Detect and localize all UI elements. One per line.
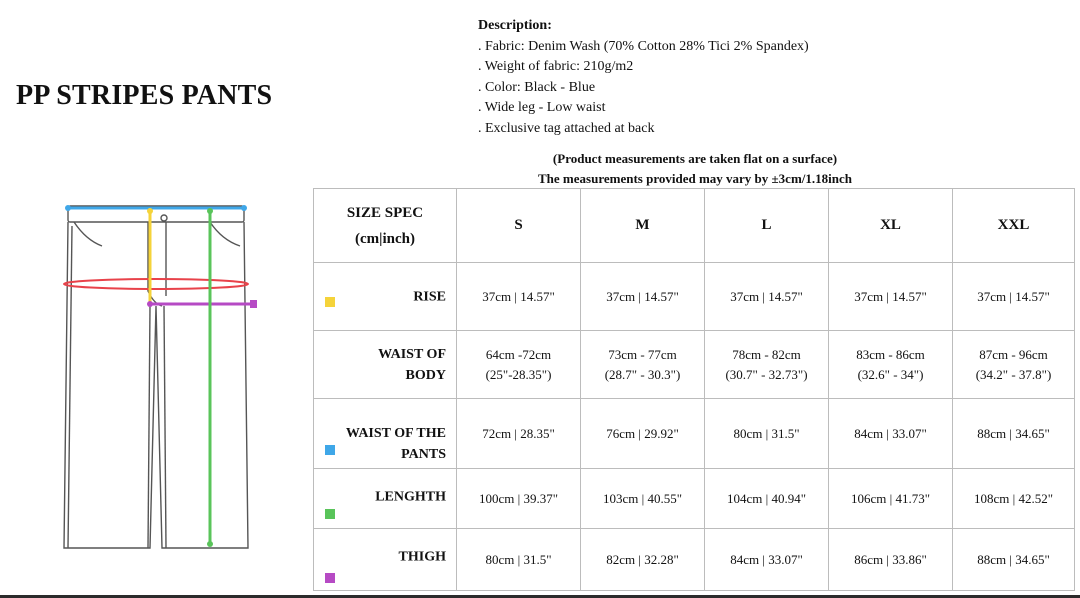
table-cell: 106cm | 41.73" — [850, 490, 931, 506]
table-row-waist-of-body — [314, 331, 1075, 399]
size-header-xxl: XXL — [953, 189, 1075, 263]
table-cell: 64cm -72cm — [485, 346, 552, 362]
table-cell: 103cm | 40.55" — [602, 490, 683, 506]
hip-marker — [64, 279, 248, 289]
length-marker-dot — [207, 208, 213, 214]
measurement-note — [470, 149, 920, 189]
size-header-xl: XL — [829, 189, 953, 263]
note-line-2: The measurements provided may vary by ±3cm/1.18inch — [538, 171, 852, 186]
pants-outline — [64, 206, 248, 548]
table-cell: 88cm | 34.65" — [977, 551, 1050, 567]
table-cell: 87cm - 96cm — [979, 346, 1048, 362]
thigh-color-swatch — [325, 573, 335, 583]
length-marker-dot — [207, 541, 213, 547]
length-color-swatch — [325, 509, 335, 519]
row-label-length — [314, 469, 457, 529]
table-cell: 100cm | 39.37" — [478, 490, 559, 506]
description-heading: Description: — [478, 18, 552, 33]
table-row-thigh — [314, 529, 1075, 591]
table-cell: (32.6" - 34") — [857, 366, 924, 382]
description-block — [478, 16, 809, 140]
row-label-text — [346, 423, 446, 465]
table-cell: 82cm | 32.28" — [606, 551, 679, 567]
waist-color-swatch — [325, 445, 335, 455]
size-header-m: M — [581, 189, 705, 263]
row-label-text: LENGHTH — [375, 489, 446, 505]
description-list — [478, 37, 809, 140]
row-label-waist-of-body — [314, 331, 457, 399]
table-cell: 80cm | 31.5" — [485, 551, 552, 567]
rise-color-swatch — [325, 297, 335, 307]
table-cell: 78cm - 82cm — [732, 346, 801, 362]
table-cell: 83cm - 86cm — [856, 346, 925, 362]
table-cell: (30.7" - 32.73") — [725, 366, 808, 382]
table-cell: 76cm | 29.92" — [606, 425, 679, 441]
description-item: . Exclusive tag attached at back — [478, 119, 809, 140]
product-title: PP STRIPES PANTS — [16, 80, 273, 111]
table-cell: 37cm | 14.57" — [482, 288, 555, 304]
table-row-waist-of-the-pants — [314, 399, 1075, 469]
row-label-text: THIGH — [398, 549, 446, 565]
row-label-waist-of-the-pants — [314, 399, 457, 469]
description-item: . Color: Black - Blue — [478, 78, 809, 99]
description-item: . Fabric: Denim Wash (70% Cotton 28% Tici 2% Spandex) — [478, 37, 809, 58]
row-label-thigh — [314, 529, 457, 591]
size-spec-title: SIZE SPEC — [346, 204, 424, 221]
description-item: . Weight of fabric: 210g/m2 — [478, 57, 809, 78]
rise-marker-dot — [147, 208, 153, 214]
table-row-rise — [314, 263, 1075, 331]
table-cell: 37cm | 14.57" — [854, 288, 927, 304]
table-cell: 104cm | 40.94" — [726, 490, 807, 506]
note-line-1: (Product measurements are taken flat on a surface) — [552, 151, 838, 166]
table-cell: 84cm | 33.07" — [730, 551, 803, 567]
table-cell: 88cm | 34.65" — [977, 425, 1050, 441]
row-label-line-1: WAIST OF THE — [345, 426, 446, 441]
description-item: . Wide leg - Low waist — [478, 98, 809, 119]
table-cell: (28.7" - 30.3") — [604, 366, 681, 382]
pants-measurement-diagram — [50, 196, 270, 556]
row-label-text — [378, 344, 446, 386]
table-row-length — [314, 469, 1075, 529]
row-label-line-1: WAIST OF — [378, 346, 446, 362]
row-label-rise — [314, 263, 457, 331]
table-cell: 73cm - 77cm — [608, 346, 677, 362]
table-cell: 37cm | 14.57" — [977, 288, 1050, 304]
table-cell: 86cm | 33.86" — [854, 551, 927, 567]
row-label-line-2: BODY — [405, 367, 446, 383]
size-spec-units: (cm|inch) — [355, 230, 415, 247]
size-header-s: S — [457, 189, 581, 263]
table-cell: 108cm | 42.52" — [973, 490, 1054, 506]
waist-marker-dot — [241, 205, 247, 211]
table-cell: (25"-28.35") — [485, 366, 552, 382]
thigh-marker-end — [250, 300, 257, 308]
table-cell: 72cm | 28.35" — [482, 425, 555, 441]
table-cell: 37cm | 14.57" — [730, 288, 803, 304]
size-spec-header — [314, 189, 457, 263]
size-spec-table — [313, 188, 1075, 591]
waist-marker-dot — [65, 205, 71, 211]
table-cell: (34.2" - 37.8") — [975, 366, 1052, 382]
table-cell: 80cm | 31.5" — [733, 425, 800, 441]
row-label-text: RISE — [413, 289, 446, 304]
table-cell: 84cm | 33.07" — [854, 425, 927, 441]
table-header-row — [314, 189, 1075, 263]
table-cell: 37cm | 14.57" — [606, 288, 679, 304]
row-label-line-2: PANTS — [401, 447, 446, 462]
size-header-l: L — [705, 189, 829, 263]
